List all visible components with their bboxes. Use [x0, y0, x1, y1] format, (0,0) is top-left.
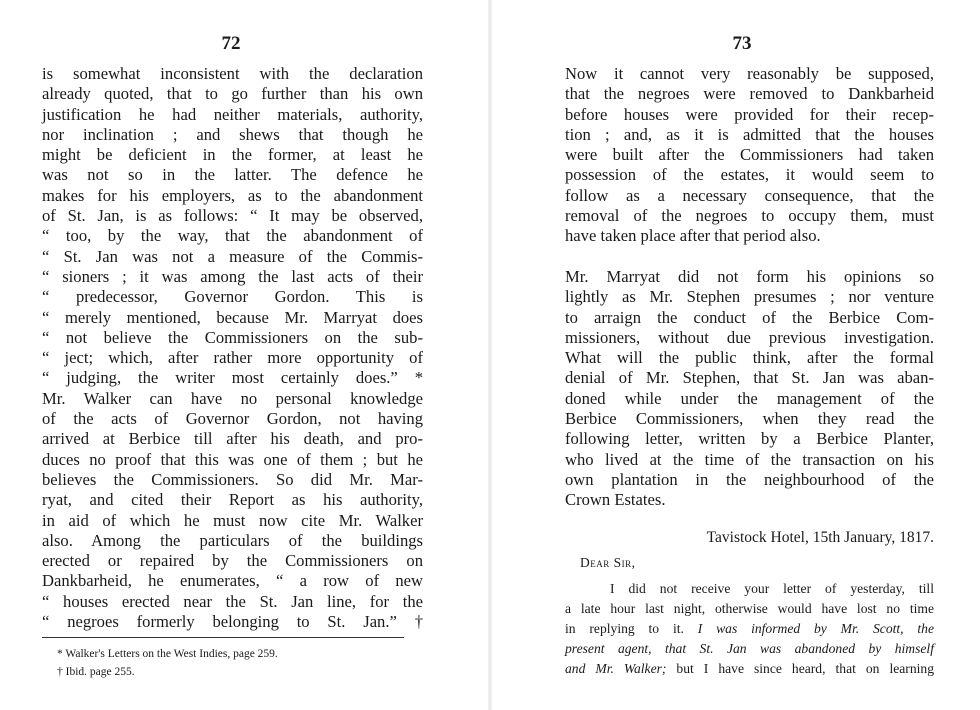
- text-line: nor inclination ; and shews that though he: [42, 124, 423, 144]
- footnote-1: * Walker's Letters on the West Indies, page 259.: [57, 648, 278, 660]
- footnote-rule: [42, 637, 404, 638]
- letter-line: [565, 639, 934, 659]
- text-line: missioners, without due previous investigation.: [565, 327, 934, 347]
- right-page: [490, 0, 980, 710]
- text-line: What will the public think, after the formal: [565, 348, 934, 368]
- text-line: “ merely mentioned, because Mr. Marryat does: [42, 307, 423, 327]
- text-line: in aid of which he must now cite Mr. Walker: [42, 510, 423, 530]
- text-line: lightly as Mr. Stephen presumes ; nor venture: [565, 287, 934, 307]
- right-paragraph-2: [565, 267, 934, 511]
- text-line: that the negroes were removed to Dankbarheid: [565, 84, 934, 104]
- text-line: was not so in the latter. The defence he: [42, 165, 423, 185]
- text-line: tion ; and, as it is admitted that the houses: [565, 124, 934, 144]
- text-line: Dankbarheid, he enumerates, “ a row of new: [42, 571, 423, 591]
- text-line: have taken place after that period also.: [565, 226, 821, 246]
- text-line: believes the Commissioners. So did Mr. Mar-: [42, 469, 423, 489]
- text-line: “ judging, the writer most certainly does.” *: [42, 368, 423, 388]
- text-line: Crown Estates.: [565, 490, 666, 510]
- text-line: before houses were provided for their recep-: [565, 104, 934, 124]
- letter-text: I did not receive your letter of yesterday, till: [610, 581, 934, 596]
- page-number-right: 73: [732, 33, 752, 54]
- text-line: “ sioners ; it was among the last acts of their: [42, 266, 423, 286]
- text-line: “ too, by the way, that the abandonment of: [42, 226, 423, 246]
- text-line: arrived at Berbice till after his death, and pro-: [42, 429, 423, 449]
- text-line: makes for his employers, as to the abandonment: [42, 185, 423, 205]
- text-line: doned while under the management of the: [565, 388, 934, 408]
- letter-text: but I have since heard, that on learning: [666, 661, 935, 676]
- text-line: own plantation in the neighbourhood of the: [565, 469, 934, 489]
- text-line: “ ject; which, after rather more opportunity of: [42, 348, 423, 368]
- letter-line: [565, 599, 934, 619]
- text-line: denial of Mr. Stephen, that St. Jan was aban-: [565, 368, 934, 388]
- text-line: might be deficient in the former, at least he: [42, 145, 423, 165]
- text-line: Mr. Marryat did not form his opinions so: [565, 267, 934, 286]
- text-line: who lived at the time of the transaction on his: [565, 449, 934, 469]
- text-line: ryat, and cited their Report as his authority,: [42, 490, 423, 510]
- letter-text: a late hour last night, otherwise would have lost no time: [565, 601, 934, 616]
- text-line: “ not believe the Commissioners on the sub-: [42, 327, 423, 347]
- text-line: of St. Jan, is as follows: “ It may be observed,: [42, 206, 423, 226]
- text-line: justification he had neither materials, authority,: [42, 104, 423, 124]
- letter-salutation: Dear Sir,: [580, 555, 636, 570]
- italic-quote: I was informed by Mr. Scott, the: [697, 621, 934, 636]
- footnote-2: † Ibid. page 255.: [57, 666, 135, 678]
- footnotes: [57, 645, 387, 681]
- right-paragraph-1: [565, 64, 934, 247]
- italic-quote: present agent, that St. Jan was abandoned by himself: [565, 641, 934, 656]
- text-line: possession of the estates, it would seem to: [565, 165, 934, 185]
- letter-body: [565, 579, 934, 679]
- text-line: “ houses erected near the St. Jan line, for the: [42, 591, 423, 611]
- text-line: already quoted, that to go further than his own: [42, 84, 423, 104]
- text-line: of the acts of Governor Gordon, not having: [42, 409, 423, 429]
- text-line: Now it cannot very reasonably be supposed,: [565, 64, 934, 83]
- text-line: Mr. Walker can have no personal knowledge: [42, 388, 423, 408]
- italic-quote: and Mr. Walker;: [565, 661, 667, 676]
- letter-line: [565, 619, 934, 639]
- text-line: is somewhat inconsistent with the declaration: [42, 64, 423, 83]
- page-number-left: 72: [221, 33, 241, 54]
- left-body-text: [42, 64, 423, 632]
- letter-line: [565, 659, 934, 679]
- letter-dateline: Tavistock Hotel, 15th January, 1817.: [706, 529, 934, 546]
- text-line: follow as a necessary consequence, that the: [565, 185, 934, 205]
- letter-text: in replying to it.: [565, 621, 698, 636]
- text-line: erected or repaired by the Commissioners on: [42, 551, 423, 571]
- text-line: “ St. Jan was not a measure of the Commis-: [42, 246, 423, 266]
- text-line: also. Among the particulars of the buildings: [42, 530, 423, 550]
- text-line: following letter, written by a Berbice Planter,: [565, 429, 934, 449]
- letter-line: [565, 579, 934, 599]
- text-line: Berbice Commissioners, when they read the: [565, 409, 934, 429]
- text-line: “ negroes formerly belonging to St. Jan.” †: [42, 612, 423, 632]
- text-line: were built after the Commissioners had taken: [565, 145, 934, 165]
- text-line: to arraign the conduct of the Berbice Com-: [565, 307, 934, 327]
- text-line: “ predecessor, Governor Gordon. This is: [42, 287, 423, 307]
- text-line: removal of the negroes to occupy them, must: [565, 206, 934, 226]
- text-line: duces no proof that this was one of them ; but he: [42, 449, 423, 469]
